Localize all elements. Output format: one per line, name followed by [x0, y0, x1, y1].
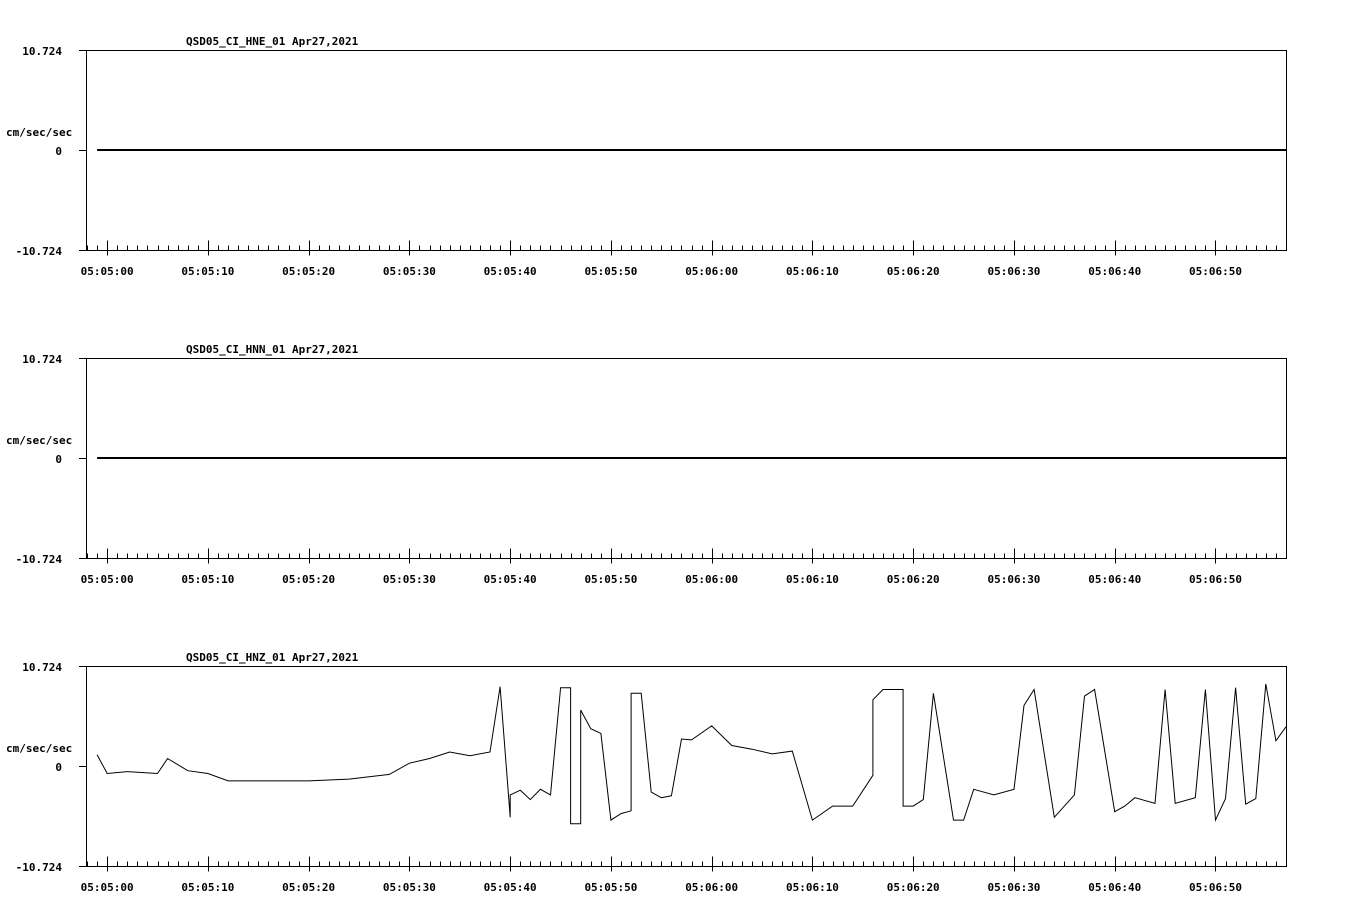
y-tick-label-max: 10.724: [22, 353, 62, 366]
x-tick-labels: [81, 265, 1242, 278]
x-tick-label: 05:06:20: [886, 265, 940, 278]
x-tick-label: 05:05:10: [181, 573, 235, 586]
x-tick-label: 05:06:20: [886, 573, 940, 586]
panel-hnz: [6, 651, 1287, 894]
y-tick-label-zero: 0: [55, 145, 62, 158]
x-tick-label: 05:05:30: [382, 573, 436, 586]
x-tick-label: 05:06:50: [1188, 573, 1242, 586]
x-tick-label: 05:05:20: [282, 265, 336, 278]
x-tick-label: 05:06:40: [1088, 265, 1142, 278]
x-tick-label: 05:06:50: [1188, 265, 1242, 278]
y-axis-label: cm/sec/sec: [6, 126, 73, 139]
panel-title: QSD05_CI_HNN_01 Apr27,2021: [186, 343, 359, 356]
y-tick-label-max: 10.724: [22, 661, 62, 674]
x-tick-label: 05:05:30: [382, 881, 436, 894]
x-tick-label: 05:05:50: [584, 881, 638, 894]
x-tick-label: 05:05:50: [584, 265, 638, 278]
x-tick-labels: [81, 573, 1242, 586]
x-tick-label: 05:06:20: [886, 881, 940, 894]
x-tick-label: 05:05:40: [483, 573, 537, 586]
tick-marks: [79, 51, 1287, 256]
x-tick-label: 05:05:00: [80, 573, 134, 586]
x-tick-label: 05:06:30: [987, 573, 1041, 586]
x-tick-labels: [81, 881, 1242, 894]
x-tick-label: 05:05:00: [80, 265, 134, 278]
x-tick-label: 05:05:10: [181, 265, 235, 278]
x-tick-label: 05:06:50: [1188, 881, 1242, 894]
panel-hne: [6, 35, 1287, 278]
x-tick-label: 05:06:10: [785, 265, 839, 278]
panel-hnn: [6, 343, 1287, 586]
x-tick-label: 05:06:40: [1088, 881, 1142, 894]
x-tick-label: 05:05:30: [382, 265, 436, 278]
x-tick-label: 05:05:20: [282, 573, 336, 586]
panel-title: QSD05_CI_HNZ_01 Apr27,2021: [186, 651, 359, 664]
x-tick-label: 05:06:00: [685, 573, 739, 586]
panel-title: QSD05_CI_HNE_01 Apr27,2021: [186, 35, 359, 48]
y-axis-label: cm/sec/sec: [6, 742, 73, 755]
series-line: [97, 684, 1286, 824]
y-tick-label-zero: 0: [55, 761, 62, 774]
x-tick-label: 05:05:40: [483, 265, 537, 278]
plot-frame: [87, 667, 1287, 867]
y-tick-label-max: 10.724: [22, 45, 62, 58]
x-tick-label: 05:05:50: [584, 573, 638, 586]
x-tick-label: 05:05:10: [181, 881, 235, 894]
y-tick-label-zero: 0: [55, 453, 62, 466]
x-tick-label: 05:06:10: [785, 881, 839, 894]
tick-marks: [79, 667, 1287, 872]
x-tick-label: 05:06:30: [987, 881, 1041, 894]
x-tick-label: 05:06:30: [987, 265, 1041, 278]
y-axis-label: cm/sec/sec: [6, 434, 73, 447]
y-tick-label-min: -10.724: [15, 553, 62, 566]
x-tick-label: 05:05:20: [282, 881, 336, 894]
x-tick-label: 05:06:00: [685, 265, 739, 278]
tick-marks: [79, 359, 1287, 564]
y-tick-label-min: -10.724: [15, 861, 62, 874]
x-tick-label: 05:05:00: [80, 881, 134, 894]
x-tick-label: 05:06:10: [785, 573, 839, 586]
x-tick-label: 05:05:40: [483, 881, 537, 894]
x-tick-label: 05:06:40: [1088, 573, 1142, 586]
y-tick-label-min: -10.724: [15, 245, 62, 258]
x-tick-label: 05:06:00: [685, 881, 739, 894]
